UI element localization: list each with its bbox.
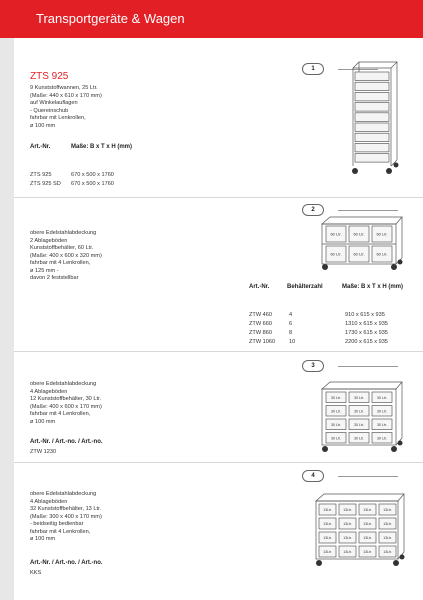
bin-label: 30 Ltr.: [331, 436, 341, 441]
section-3-description: obere Edelstahlabdeckung 4 Ablageböden 12 Kunststoffbehälter, 30 Ltr. (Maße: 400 x 600 x 170 mm) fahrbar mit 4 Lenkrollen, ø 100 mm: [30, 381, 102, 425]
bin-label: 30 Ltr.: [354, 409, 364, 414]
section-2-row-1-dims: 910 x 615 x 935: [345, 312, 385, 318]
bin-label: 13Ltr.: [323, 508, 332, 512]
bin-label: 13Ltr.: [343, 508, 352, 512]
section-2-row-1-count: 4: [289, 312, 293, 318]
section-2-row-2-artnr: ZTW 660: [249, 321, 273, 327]
bin-label: 13Ltr.: [363, 550, 372, 554]
bin-label: 13Ltr.: [343, 550, 352, 554]
bin-label: 13Ltr.: [383, 536, 392, 540]
bin-label: 30 Ltr.: [377, 436, 387, 441]
bin-label: 60 Ltr.: [330, 251, 342, 257]
bin-label: 30 Ltr.: [354, 395, 364, 400]
section-2-row-3-dims: 1730 x 615 x 935: [345, 330, 388, 336]
section-2-cart-illustration: [318, 214, 406, 272]
bin-label: 30 Ltr.: [331, 422, 341, 427]
bin-label: 60 Ltr.: [376, 231, 388, 237]
bin-label: 30 Ltr.: [354, 422, 364, 427]
tray: [355, 143, 389, 152]
section-2-header-count: Behälterzahl: [287, 284, 323, 290]
tray: [355, 154, 389, 163]
section-3-cart-illustration: [318, 380, 406, 455]
section-2-row-2-dims: 1310 x 615 x 935: [345, 321, 388, 327]
bin-label: 60 Ltr.: [376, 251, 388, 257]
section-4-artnr-label: Art.-Nr. / Art.-no. / Art.-no.: [30, 560, 103, 566]
section-1-model: ZTS 925: [30, 71, 69, 82]
tray: [355, 123, 389, 132]
section-1-row-1-dims: 670 x 500 x 1760: [71, 172, 114, 178]
bin-label: 13Ltr.: [383, 550, 392, 554]
bin-label: 13Ltr.: [343, 522, 352, 526]
section-2-row-3-count: 8: [289, 330, 293, 336]
bin-label: 30 Ltr.: [331, 395, 341, 400]
section-4-cart-illustration: [312, 492, 408, 570]
bin-label: 13Ltr.: [383, 522, 392, 526]
bin-label: 30 Ltr.: [331, 409, 341, 414]
section-divider-3: [14, 462, 423, 463]
bin-label: 60 Ltr.: [330, 231, 342, 237]
section-2-row-3-artnr: ZTW 860: [249, 330, 273, 336]
section-1-number: 1: [302, 63, 324, 75]
section-1-row-1-artnr: ZTS 925: [30, 172, 52, 178]
section-3-artnr-label: Art.-Nr. / Art.-no. / Art.-no.: [30, 439, 103, 445]
section-4-artnr-value: KKS: [30, 570, 42, 576]
bin-label: 13Ltr.: [363, 508, 372, 512]
section-divider-1: [14, 197, 423, 198]
bin-label: 13Ltr.: [363, 522, 372, 526]
section-3-number: 3: [302, 360, 324, 372]
bin-label: 13Ltr.: [323, 522, 332, 526]
section-2-row-4-artnr: ZTW 1060: [249, 339, 276, 345]
section-1-description: 9 Kunststoffwannen, 25 Ltr. (Maße: 440 x 610 x 170 mm) auf Winkelauflagen - Quereinschub fahrbar mit Lenkrollen, ø 100 mm: [30, 85, 102, 129]
section-4-description: obere Edelstahlabdeckung 4 Ablageböden 32 Kunststoffbehälter, 13 Ltr. (Maße: 300 x 400 x 170 mm) - beidseitig bedienbar fahrbar mit 4 Lenkrollen, ø 100 mm: [30, 491, 102, 542]
section-1-header-artnr: Art.-Nr.: [30, 144, 51, 150]
section-2-header-artnr: Art.-Nr.: [249, 284, 270, 290]
tray: [355, 92, 389, 101]
section-2-row-4-count: 10: [289, 339, 296, 345]
tray: [355, 72, 389, 81]
bin-label: 30 Ltr.: [377, 409, 387, 414]
bin-label: 13Ltr.: [383, 508, 392, 512]
section-1-header-dims: Maße: B x T x H (mm): [71, 144, 133, 150]
bin-label: 60 Ltr.: [353, 231, 365, 237]
bin-label: 13Ltr.: [343, 536, 352, 540]
tray: [355, 113, 389, 122]
page-title: Transportgeräte & Wagen: [36, 11, 185, 26]
section-3-artnr-value: ZTW 1230: [30, 449, 57, 455]
section-1-rack-illustration: [345, 60, 405, 178]
bin-label: 30 Ltr.: [354, 436, 364, 441]
section-2-row-4-dims: 2200 x 615 x 935: [345, 339, 388, 345]
section-2-description: obere Edelstahlabdeckung 2 Ablageböden Kunststoffbehälter, 60 Ltr. (Maße: 400 x 600 x 320 mm) fahrbar mit 4 Lenkrollen, ø 125 mm - davon 2 feststellbar: [30, 230, 102, 281]
tray: [355, 82, 389, 91]
left-gutter: [0, 38, 14, 600]
section-2-number: 2: [302, 204, 324, 216]
tray: [355, 133, 389, 142]
section-2-row-2-count: 6: [289, 321, 293, 327]
bin-label: 30 Ltr.: [377, 422, 387, 427]
section-2-row-1-artnr: ZTW 460: [249, 312, 273, 318]
section-divider-2: [14, 351, 423, 352]
bin-label: 13Ltr.: [323, 550, 332, 554]
bin-label: 60 Ltr.: [353, 251, 365, 257]
section-4-number: 4: [302, 470, 324, 482]
tray: [355, 103, 389, 112]
section-1-row-2-dims: 670 x 500 x 1760: [71, 181, 114, 187]
bin-label: 13Ltr.: [323, 536, 332, 540]
bin-label: 30 Ltr.: [377, 395, 387, 400]
section-1-row-2-artnr: ZTS 925 SD: [30, 181, 61, 187]
bin-label: 13Ltr.: [363, 536, 372, 540]
section-2-header-dims: Maße: B x T x H (mm): [342, 284, 404, 290]
